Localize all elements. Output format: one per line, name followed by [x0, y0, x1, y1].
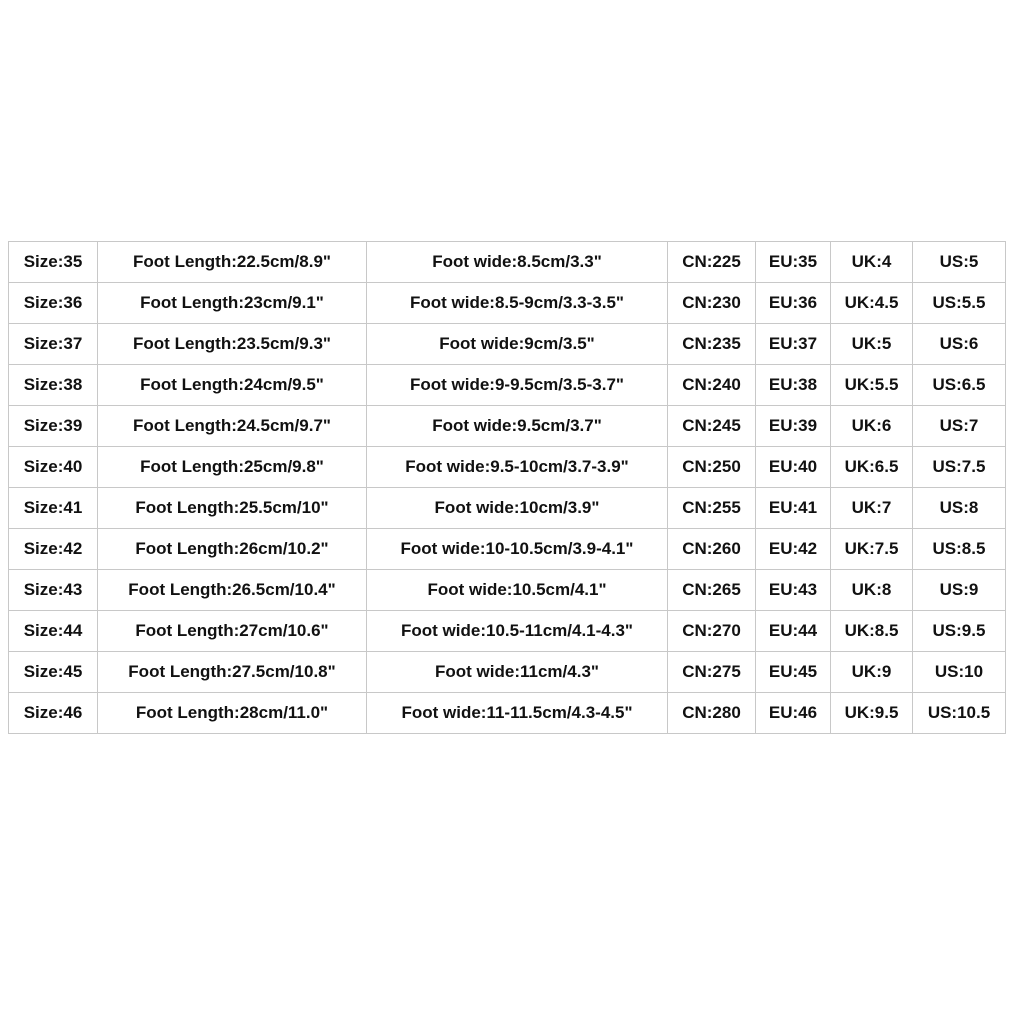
cn-size-cell: CN:255: [668, 488, 756, 529]
table-row: [9, 365, 1006, 406]
size-cell: Size:45: [9, 652, 98, 693]
foot-length-cell: Foot Length:22.5cm/8.9": [98, 242, 367, 283]
foot-width-cell: Foot wide:8.5cm/3.3": [367, 242, 668, 283]
foot-width-cell: Foot wide:9-9.5cm/3.5-3.7": [367, 365, 668, 406]
foot-width-cell: Foot wide:10cm/3.9": [367, 488, 668, 529]
table-row: [9, 283, 1006, 324]
us-size-cell: US:5: [913, 242, 1006, 283]
us-size-cell: US:9: [913, 570, 1006, 611]
size-cell: Size:46: [9, 693, 98, 734]
eu-size-cell: EU:40: [756, 447, 831, 488]
foot-length-cell: Foot Length:23cm/9.1": [98, 283, 367, 324]
size-cell: Size:41: [9, 488, 98, 529]
us-size-cell: US:8: [913, 488, 1006, 529]
table-row: [9, 611, 1006, 652]
eu-size-cell: EU:39: [756, 406, 831, 447]
size-cell: Size:43: [9, 570, 98, 611]
us-size-cell: US:6.5: [913, 365, 1006, 406]
table-row: [9, 324, 1006, 365]
uk-size-cell: UK:9: [831, 652, 913, 693]
foot-length-cell: Foot Length:24cm/9.5": [98, 365, 367, 406]
uk-size-cell: UK:8: [831, 570, 913, 611]
foot-length-cell: Foot Length:25cm/9.8": [98, 447, 367, 488]
us-size-cell: US:7.5: [913, 447, 1006, 488]
eu-size-cell: EU:35: [756, 242, 831, 283]
size-chart-body: [9, 242, 1006, 734]
cn-size-cell: CN:230: [668, 283, 756, 324]
cn-size-cell: CN:250: [668, 447, 756, 488]
foot-length-cell: Foot Length:27.5cm/10.8": [98, 652, 367, 693]
uk-size-cell: UK:6.5: [831, 447, 913, 488]
foot-width-cell: Foot wide:9.5-10cm/3.7-3.9": [367, 447, 668, 488]
eu-size-cell: EU:37: [756, 324, 831, 365]
cn-size-cell: CN:265: [668, 570, 756, 611]
uk-size-cell: UK:8.5: [831, 611, 913, 652]
eu-size-cell: EU:42: [756, 529, 831, 570]
uk-size-cell: UK:7: [831, 488, 913, 529]
foot-width-cell: Foot wide:10.5-11cm/4.1-4.3": [367, 611, 668, 652]
us-size-cell: US:10: [913, 652, 1006, 693]
uk-size-cell: UK:4: [831, 242, 913, 283]
size-cell: Size:42: [9, 529, 98, 570]
eu-size-cell: EU:46: [756, 693, 831, 734]
cn-size-cell: CN:275: [668, 652, 756, 693]
table-row: [9, 242, 1006, 283]
table-row: [9, 652, 1006, 693]
foot-length-cell: Foot Length:27cm/10.6": [98, 611, 367, 652]
uk-size-cell: UK:6: [831, 406, 913, 447]
us-size-cell: US:10.5: [913, 693, 1006, 734]
foot-length-cell: Foot Length:26cm/10.2": [98, 529, 367, 570]
foot-width-cell: Foot wide:10.5cm/4.1": [367, 570, 668, 611]
uk-size-cell: UK:5.5: [831, 365, 913, 406]
eu-size-cell: EU:36: [756, 283, 831, 324]
table-row: [9, 488, 1006, 529]
foot-length-cell: Foot Length:28cm/11.0": [98, 693, 367, 734]
size-cell: Size:44: [9, 611, 98, 652]
size-cell: Size:37: [9, 324, 98, 365]
uk-size-cell: UK:4.5: [831, 283, 913, 324]
cn-size-cell: CN:260: [668, 529, 756, 570]
size-cell: Size:38: [9, 365, 98, 406]
eu-size-cell: EU:41: [756, 488, 831, 529]
us-size-cell: US:5.5: [913, 283, 1006, 324]
eu-size-cell: EU:43: [756, 570, 831, 611]
us-size-cell: US:7: [913, 406, 1006, 447]
uk-size-cell: UK:7.5: [831, 529, 913, 570]
eu-size-cell: EU:44: [756, 611, 831, 652]
cn-size-cell: CN:225: [668, 242, 756, 283]
table-row: [9, 447, 1006, 488]
size-cell: Size:40: [9, 447, 98, 488]
cn-size-cell: CN:270: [668, 611, 756, 652]
cn-size-cell: CN:280: [668, 693, 756, 734]
eu-size-cell: EU:38: [756, 365, 831, 406]
table-row: [9, 570, 1006, 611]
foot-length-cell: Foot Length:23.5cm/9.3": [98, 324, 367, 365]
table-row: [9, 406, 1006, 447]
table-row: [9, 693, 1006, 734]
foot-width-cell: Foot wide:9cm/3.5": [367, 324, 668, 365]
foot-width-cell: Foot wide:10-10.5cm/3.9-4.1": [367, 529, 668, 570]
us-size-cell: US:9.5: [913, 611, 1006, 652]
cn-size-cell: CN:240: [668, 365, 756, 406]
cn-size-cell: CN:245: [668, 406, 756, 447]
us-size-cell: US:8.5: [913, 529, 1006, 570]
uk-size-cell: UK:5: [831, 324, 913, 365]
size-cell: Size:39: [9, 406, 98, 447]
size-chart-table: [8, 241, 1006, 734]
us-size-cell: US:6: [913, 324, 1006, 365]
size-cell: Size:35: [9, 242, 98, 283]
foot-width-cell: Foot wide:11cm/4.3": [367, 652, 668, 693]
cn-size-cell: CN:235: [668, 324, 756, 365]
foot-width-cell: Foot wide:8.5-9cm/3.3-3.5": [367, 283, 668, 324]
foot-length-cell: Foot Length:26.5cm/10.4": [98, 570, 367, 611]
size-cell: Size:36: [9, 283, 98, 324]
foot-width-cell: Foot wide:9.5cm/3.7": [367, 406, 668, 447]
foot-length-cell: Foot Length:25.5cm/10": [98, 488, 367, 529]
eu-size-cell: EU:45: [756, 652, 831, 693]
foot-width-cell: Foot wide:11-11.5cm/4.3-4.5": [367, 693, 668, 734]
table-row: [9, 529, 1006, 570]
uk-size-cell: UK:9.5: [831, 693, 913, 734]
foot-length-cell: Foot Length:24.5cm/9.7": [98, 406, 367, 447]
